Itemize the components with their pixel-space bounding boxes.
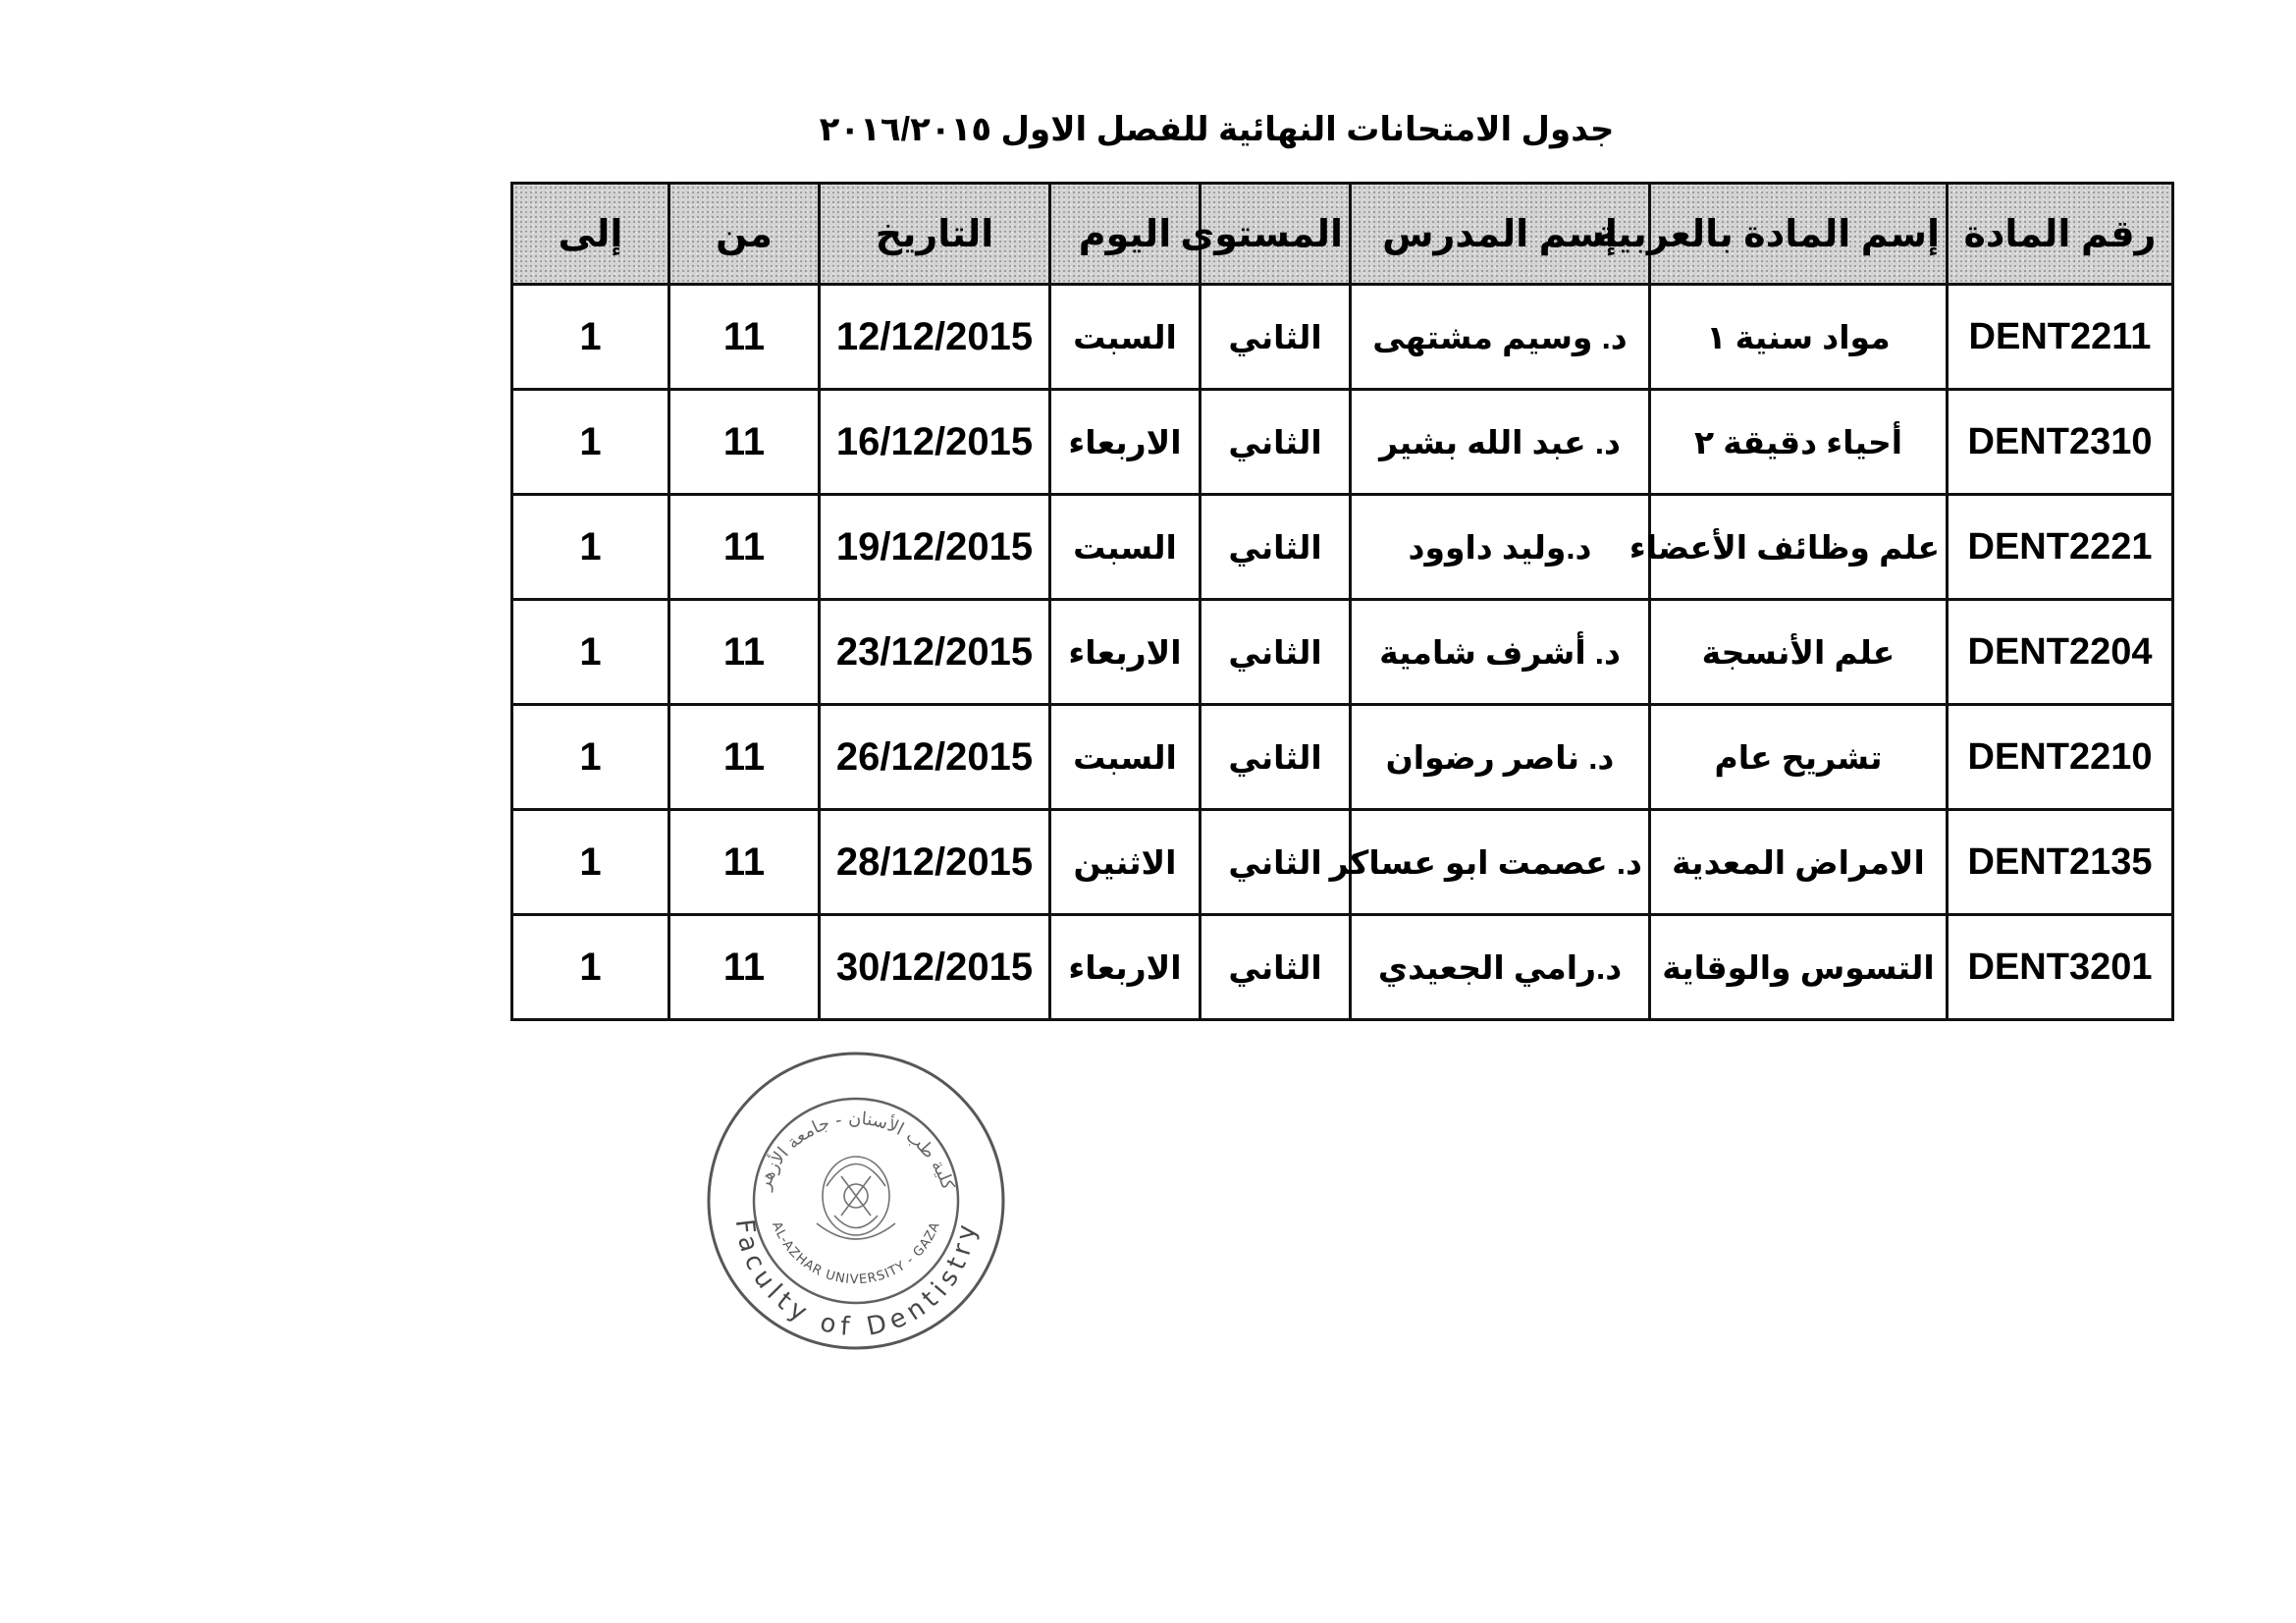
teacher-cell: د.وليد داوود xyxy=(1351,495,1650,600)
from-cell: 11 xyxy=(669,810,820,915)
to-cell: 1 xyxy=(512,285,669,390)
svg-text:كلية طب الأسنان - جامعة الأزهر xyxy=(754,1109,959,1193)
subject-cell: مواد سنية ١ xyxy=(1650,285,1948,390)
level-cell: الثاني xyxy=(1201,600,1351,705)
table-row xyxy=(512,495,2173,600)
course-code-cell: DENT2221 xyxy=(1948,495,2173,600)
header-row xyxy=(512,184,2173,285)
to-cell: 1 xyxy=(512,390,669,495)
day-cell: الاربعاء xyxy=(1050,600,1201,705)
teacher-cell: د. عصمت ابو عساكر xyxy=(1351,810,1650,915)
day-cell: السبت xyxy=(1050,705,1201,810)
date-cell: 30/12/2015 xyxy=(820,915,1050,1020)
teacher-cell: د. ناصر رضوان xyxy=(1351,705,1650,810)
course-code-cell: DENT2310 xyxy=(1948,390,2173,495)
to-cell: 1 xyxy=(512,705,669,810)
teacher-cell: د. وسيم مشتهى xyxy=(1351,285,1650,390)
from-cell: 11 xyxy=(669,495,820,600)
from-cell: 11 xyxy=(669,705,820,810)
day-cell: السبت xyxy=(1050,285,1201,390)
table-row xyxy=(512,810,2173,915)
subject-cell: الامراض المعدية xyxy=(1650,810,1948,915)
course-code-cell: DENT3201 xyxy=(1948,915,2173,1020)
page-title: جدول الامتحانات النهائية للفصل الاول ٢٠١٦/٢٠١٥ xyxy=(819,111,1615,148)
stamp-outer-text: Faculty of Dentistry xyxy=(728,1217,984,1343)
level-cell: الثاني xyxy=(1201,495,1351,600)
subject-cell: التسوس والوقاية xyxy=(1650,915,1948,1020)
date-cell: 26/12/2015 xyxy=(820,705,1050,810)
header-level: المستوى xyxy=(1201,184,1351,285)
stamp-inner-text: AL-AZHAR UNIVERSITY - GAZA xyxy=(769,1219,943,1288)
from-cell: 11 xyxy=(669,390,820,495)
date-cell: 16/12/2015 xyxy=(820,390,1050,495)
day-cell: السبت xyxy=(1050,495,1201,600)
course-code-cell: DENT2135 xyxy=(1948,810,2173,915)
svg-text:AL-AZHAR UNIVERSITY - GAZA xyxy=(769,1219,943,1287)
day-cell: الاربعاء xyxy=(1050,915,1201,1020)
date-cell: 23/12/2015 xyxy=(820,600,1050,705)
table-row xyxy=(512,600,2173,705)
subject-cell: علم وظائف الأعضاء xyxy=(1650,495,1948,600)
subject-cell: أحياء دقيقة ٢ xyxy=(1650,390,1948,495)
from-cell: 11 xyxy=(669,915,820,1020)
date-cell: 19/12/2015 xyxy=(820,495,1050,600)
to-cell: 1 xyxy=(512,600,669,705)
level-cell: الثاني xyxy=(1201,390,1351,495)
date-cell: 12/12/2015 xyxy=(820,285,1050,390)
header-subject-name: إسم المادة بالعربية xyxy=(1650,184,1948,285)
teacher-cell: د.رامي الجعيدي xyxy=(1351,915,1650,1020)
table-row xyxy=(512,915,2173,1020)
stamp-emblem-icon xyxy=(817,1157,895,1239)
stamp-arabic-text: كلية طب الأسنان - جامعة الأزهر xyxy=(753,1108,959,1193)
level-cell: الثاني xyxy=(1201,915,1351,1020)
header-date: التاريخ xyxy=(820,184,1050,285)
to-cell: 1 xyxy=(512,810,669,915)
from-cell: 11 xyxy=(669,285,820,390)
date-cell: 28/12/2015 xyxy=(820,810,1050,915)
to-cell: 1 xyxy=(512,915,669,1020)
header-teacher-name: إسم المدرس xyxy=(1351,184,1650,285)
table-row xyxy=(512,705,2173,810)
day-cell: الاثنين xyxy=(1050,810,1201,915)
table-row xyxy=(512,390,2173,495)
teacher-cell: د. أشرف شامية xyxy=(1351,600,1650,705)
header-day: اليوم xyxy=(1050,184,1201,285)
course-code-cell: DENT2204 xyxy=(1948,600,2173,705)
faculty-stamp xyxy=(699,1049,1013,1353)
subject-cell: تشريح عام xyxy=(1650,705,1948,810)
header-from: من xyxy=(669,184,820,285)
header-course-code: رقم المادة xyxy=(1948,184,2173,285)
table-row xyxy=(512,285,2173,390)
course-code-cell: DENT2210 xyxy=(1948,705,2173,810)
from-cell: 11 xyxy=(669,600,820,705)
level-cell: الثاني xyxy=(1201,705,1351,810)
teacher-cell: د. عبد الله بشير xyxy=(1351,390,1650,495)
header-to: إلى xyxy=(512,184,669,285)
to-cell: 1 xyxy=(512,495,669,600)
exam-schedule-table xyxy=(510,182,2174,1021)
level-cell: الثاني xyxy=(1201,285,1351,390)
day-cell: الاربعاء xyxy=(1050,390,1201,495)
level-cell: الثاني xyxy=(1201,810,1351,915)
subject-cell: علم الأنسجة xyxy=(1650,600,1948,705)
course-code-cell: DENT2211 xyxy=(1948,285,2173,390)
